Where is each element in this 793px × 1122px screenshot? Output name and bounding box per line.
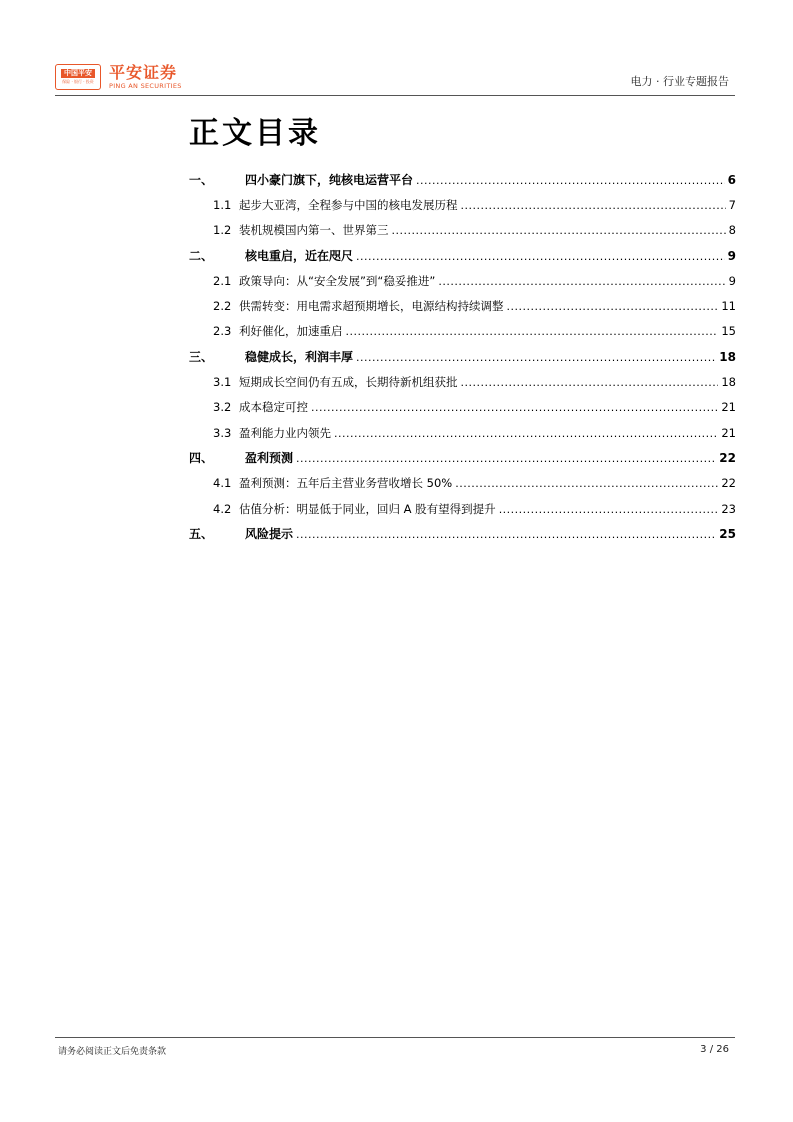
toc-entry-page: 9 [727,248,736,263]
toc-entry[interactable] [189,521,736,546]
toc-dot-leader [507,303,719,315]
toc-entry-number: 四、 [189,451,214,466]
toc-entry[interactable] [189,496,736,521]
toc-entry-number: 2.3 [213,324,232,339]
toc-entry-page: 22 [721,476,736,491]
toc-entry[interactable] [189,420,736,445]
toc-entry-page: 8 [728,223,736,238]
toc-entry[interactable] [189,243,736,268]
logo-english-name: PING AN SECURITIES [109,82,182,90]
toc-entry-page: 11 [721,299,736,314]
toc-entry-title: 稳健成长，利润丰厚 [245,350,354,365]
toc-entry-page: 18 [721,375,736,390]
toc-dot-leader [392,227,726,239]
toc-entry-number: 2.1 [213,273,232,288]
toc-entry-page: 21 [721,400,736,415]
toc-entry-title: 盈利预测 [245,451,294,466]
logo-badge-text: 中国平安 [61,69,95,78]
toc-dot-leader [416,177,725,189]
toc-entry-title: 利好催化，加速重启 [239,324,343,339]
toc-entry-number: 三、 [189,350,214,365]
toc-entry-title: 风险提示 [245,527,294,542]
toc-dot-leader [334,430,718,442]
logo-badge [55,64,101,90]
toc-title: 正文目录 [189,116,321,151]
toc-entry-page: 23 [721,501,736,516]
toc-entry-title: 装机规模国内第一、世界第三 [239,223,389,238]
toc-entry-page: 6 [727,172,736,187]
toc-entry-page: 18 [719,349,736,364]
toc-entry-number: 五、 [189,527,214,542]
toc-entry-number: 3.1 [213,375,232,390]
toc-entry-number: 4.2 [213,501,232,516]
toc-entry[interactable] [189,395,736,420]
toc-entry-number: 二、 [189,249,214,264]
toc-entry-page: 21 [721,425,736,440]
toc-dot-leader [499,506,719,518]
toc-entry[interactable] [189,369,736,394]
toc-dot-leader [296,455,716,467]
toc-dot-leader [356,354,716,366]
toc-entry-number: 3.3 [213,425,232,440]
toc-entry-page: 15 [721,324,736,339]
logo-wordmark [109,64,182,90]
footer-disclaimer: 请务必阅读正文后免责条款 [58,1047,167,1057]
company-logo [55,62,182,92]
toc-entry-title: 政策导向：从“安全发展”到“稳妥推进” [239,273,436,288]
toc-entry-title: 短期成长空间仍有五成，长期待新机组获批 [239,375,458,390]
page-number: 3 / 26 [700,1044,729,1055]
toc-entry-page: 25 [719,526,736,541]
toc-entry-number: 1.1 [213,197,232,212]
toc-entry-title: 四小豪门旗下，纯核电运营平台 [245,173,414,188]
toc-entry[interactable] [189,218,736,243]
toc-entry-page: 22 [719,450,736,465]
toc-dot-leader [311,404,718,416]
toc-entry-title: 起步大亚湾，全程参与中国的核电发展历程 [239,197,458,212]
toc-entry[interactable] [189,268,736,293]
toc-dot-leader [461,379,719,391]
toc-entry[interactable] [189,344,736,369]
toc-dot-leader [461,202,726,214]
toc-dot-leader [296,531,716,543]
toc-entry-title: 估值分析：明显低于同业，回归 A 股有望得到提升 [239,501,496,516]
toc-entry[interactable] [189,319,736,344]
header-divider [55,95,735,96]
toc-entry-number: 4.1 [213,476,232,491]
toc-entry[interactable] [189,293,736,318]
logo-badge-subtext: 保险 · 银行 · 投资 [62,79,94,84]
toc-dot-leader [455,480,718,492]
toc-dot-leader [438,278,725,290]
toc-entry[interactable] [189,167,736,192]
toc-entry[interactable] [189,471,736,496]
toc-entry-title: 核电重启，近在咫尺 [245,249,354,264]
toc-entry-number: 1.2 [213,223,232,238]
toc-entry-page: 9 [728,273,736,288]
toc-entry[interactable] [189,445,736,470]
toc-entry-title: 盈利能力业内领先 [239,425,331,440]
toc-entry-title: 盈利预测：五年后主营业务营收增长 50% [239,476,453,491]
toc-entry-title: 供需转变：用电需求超预期增长，电源结构持续调整 [239,299,504,314]
table-of-contents [189,167,736,546]
report-type-label: 电力 · 行业专题报告 [630,75,729,88]
logo-chinese-name: 平安证券 [109,63,178,82]
toc-entry-number: 3.2 [213,400,232,415]
toc-entry-page: 7 [728,197,736,212]
footer-divider [55,1037,735,1038]
toc-entry-number: 2.2 [213,299,232,314]
toc-entry-number: 一、 [189,173,214,188]
toc-entry-title: 成本稳定可控 [239,400,308,415]
toc-dot-leader [346,328,719,340]
toc-entry[interactable] [189,192,736,217]
toc-dot-leader [356,253,725,265]
